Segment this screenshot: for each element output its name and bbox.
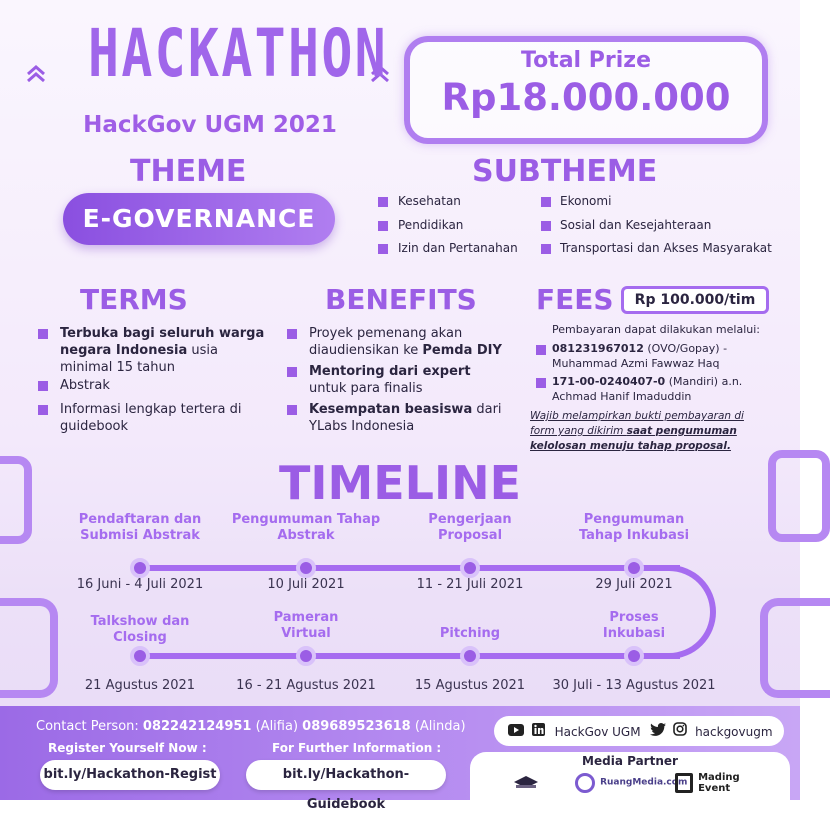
prize-label: Total Prize — [520, 48, 651, 73]
media-partner-name: RuangMedia.com — [600, 777, 688, 788]
contact-line — [36, 719, 466, 734]
right-decoration — [768, 450, 830, 542]
payment-note — [530, 409, 765, 454]
bullet-icon — [287, 367, 297, 377]
timeline-label: Pengerjaan Proposal — [428, 512, 512, 543]
benefits-heading: BENEFITS — [325, 283, 477, 316]
subtheme-item: Kesehatan — [398, 194, 461, 208]
timeline-line-bottom — [140, 653, 680, 659]
bullet-icon — [541, 197, 551, 207]
timeline-dot — [296, 646, 316, 666]
payment-number: 081231967012 — [552, 342, 644, 355]
bullet-icon — [541, 244, 551, 254]
contact-label: Contact Person: — [36, 719, 143, 734]
payment-detail: (Mandiri) a.n. Achmad Hanif Imaduddin — [552, 375, 743, 403]
bullet-icon — [38, 381, 48, 391]
bullet-icon — [541, 221, 551, 231]
timeline-label: Pitching — [439, 626, 501, 641]
payment-number: 171-00-0240407-0 — [552, 375, 666, 388]
benefits-item-rest: untuk para finalis — [309, 381, 423, 396]
bullet-icon — [287, 405, 297, 415]
timeline-dot — [130, 558, 150, 578]
timeline-label: Pengumuman Tahap Abstrak — [231, 512, 381, 543]
terms-item: Informasi lengkap tertera di guidebook — [60, 402, 242, 434]
right-lower-decoration — [760, 598, 830, 698]
social-name: HackGov UGM — [554, 724, 641, 739]
left-lower-decoration — [0, 598, 58, 698]
media-partner-label: Media Partner — [582, 754, 678, 768]
timeline-date: 29 Juli 2021 — [595, 577, 673, 592]
timeline-date: 21 Agustus 2021 — [84, 678, 196, 693]
prize-amount: Rp18.000.000 — [441, 76, 731, 119]
bullet-icon — [287, 329, 297, 339]
terms-item — [60, 325, 270, 376]
subtheme-item: Transportasi dan Akses Masyarakat — [560, 241, 772, 255]
media-partner-logo-2 — [575, 772, 687, 794]
register-label: Register Yourself Now : — [48, 741, 207, 755]
chevron-up-icon — [26, 64, 46, 89]
timeline-dot — [460, 558, 480, 578]
mading-event-text — [698, 772, 740, 794]
benefits-item-rest: dari YLabs Indonesia — [309, 402, 502, 434]
terms-item-rest: usia minimal 15 tahun — [60, 343, 218, 375]
benefits-item — [309, 325, 509, 359]
contact-name: (Alinda) — [410, 719, 466, 734]
timeline-dot — [624, 558, 644, 578]
timeline-label: Proses Inkubasi — [602, 610, 666, 641]
timeline-line-top — [140, 565, 680, 571]
social-handle: hackgovugm — [695, 724, 773, 739]
timeline-label: Pendaftaran dan Submisi Abstrak — [78, 512, 202, 543]
timeline-date: 16 Juni - 4 Juli 2021 — [76, 577, 204, 592]
terms-item: Abstrak — [60, 378, 110, 393]
payment-intro: Pembayaran dapat dilakukan melalui: — [552, 323, 760, 336]
subtheme-item: Izin dan Pertanahan — [398, 241, 518, 255]
register-link[interactable]: bit.ly/Hackathon-Regist — [40, 760, 220, 790]
bullet-icon — [536, 345, 546, 355]
event-title: HACKATHON — [88, 15, 389, 92]
payment-note-text: Wajib melampirkan bukti pembayaran di form yang dikirim — [530, 410, 744, 437]
timeline-dot — [130, 646, 150, 666]
event-text: Event — [698, 783, 731, 794]
event-subtitle: HackGov UGM 2021 — [83, 112, 337, 138]
media-partner-logo-3 — [675, 772, 740, 796]
payment-option — [552, 341, 762, 371]
subtheme-item: Pendidikan — [398, 218, 464, 232]
fees-heading: FEES — [536, 283, 614, 316]
timeline-date: 10 Juli 2021 — [267, 577, 345, 592]
subtheme-heading: SUBTHEME — [472, 154, 658, 189]
bullet-icon — [38, 405, 48, 415]
linkedin-icon[interactable] — [532, 717, 545, 747]
timeline-label: Pameran Virtual — [273, 610, 339, 641]
bullet-icon — [38, 329, 48, 339]
guidebook-link[interactable]: bit.ly/Hackathon-Guidebook — [246, 760, 446, 790]
timeline-date: 30 Juli - 13 Agustus 2021 — [552, 678, 716, 693]
payment-note-bold: saat pengumuman kelolosan menuju tahap proposal. — [530, 425, 737, 452]
benefits-item — [309, 401, 509, 435]
benefits-item-bold: Mentoring dari expert — [309, 364, 471, 379]
terms-item-bold: Terbuka bagi seluruh warga negara Indonesia — [60, 326, 265, 358]
benefits-item — [309, 363, 509, 397]
timeline-dot — [624, 646, 644, 666]
bullet-icon — [378, 197, 388, 207]
instagram-icon[interactable] — [673, 717, 687, 747]
timeline-label: Pengumuman Tahap Inkubasi — [578, 512, 690, 543]
benefits-item-bold: Kesempatan beasiswa — [309, 402, 473, 417]
timeline-dot — [460, 646, 480, 666]
theme-pill: E-GOVERNANCE — [63, 193, 335, 245]
contact-name: (Alifia) — [251, 719, 303, 734]
fee-amount: Rp 100.000/tim — [621, 286, 769, 314]
contact-number: 089689523618 — [302, 719, 411, 734]
terms-heading: TERMS — [80, 283, 188, 316]
social-media-bar — [494, 716, 784, 746]
ruangmedia-logo-icon — [575, 773, 595, 793]
twitter-icon[interactable] — [650, 717, 666, 747]
mading-event-logo-icon — [675, 773, 693, 793]
media-partner-logo-1 — [506, 772, 546, 792]
timeline-date: 11 - 21 Juli 2021 — [416, 577, 524, 592]
benefits-item-bold: Pemda DIY — [422, 343, 502, 358]
subtheme-item: Ekonomi — [560, 194, 612, 208]
timeline-date: 15 Agustus 2021 — [414, 678, 526, 693]
subtheme-item: Sosial dan Kesejahteraan — [560, 218, 712, 232]
bullet-icon — [378, 244, 388, 254]
theme-heading: THEME — [130, 154, 247, 189]
timeline-label: Talkshow dan Closing — [90, 614, 190, 645]
payment-detail: (OVO/Gopay) - Muhammad Azmi Fawwaz Haq — [552, 342, 728, 370]
info-label: For Further Information : — [272, 741, 442, 755]
mading-text: Mading — [698, 772, 740, 783]
timeline-dot — [296, 558, 316, 578]
payment-option — [552, 374, 762, 404]
bullet-icon — [378, 221, 388, 231]
contact-number: 082242124951 — [142, 719, 252, 734]
left-decoration — [0, 456, 32, 544]
bullet-icon — [536, 378, 546, 388]
youtube-icon[interactable] — [508, 717, 524, 747]
benefits-item-text: Proyek pemenang akan diaudiensikan ke — [309, 326, 463, 358]
timeline-heading: TIMELINE — [278, 456, 522, 510]
timeline-date: 16 - 21 Agustus 2021 — [236, 678, 376, 693]
